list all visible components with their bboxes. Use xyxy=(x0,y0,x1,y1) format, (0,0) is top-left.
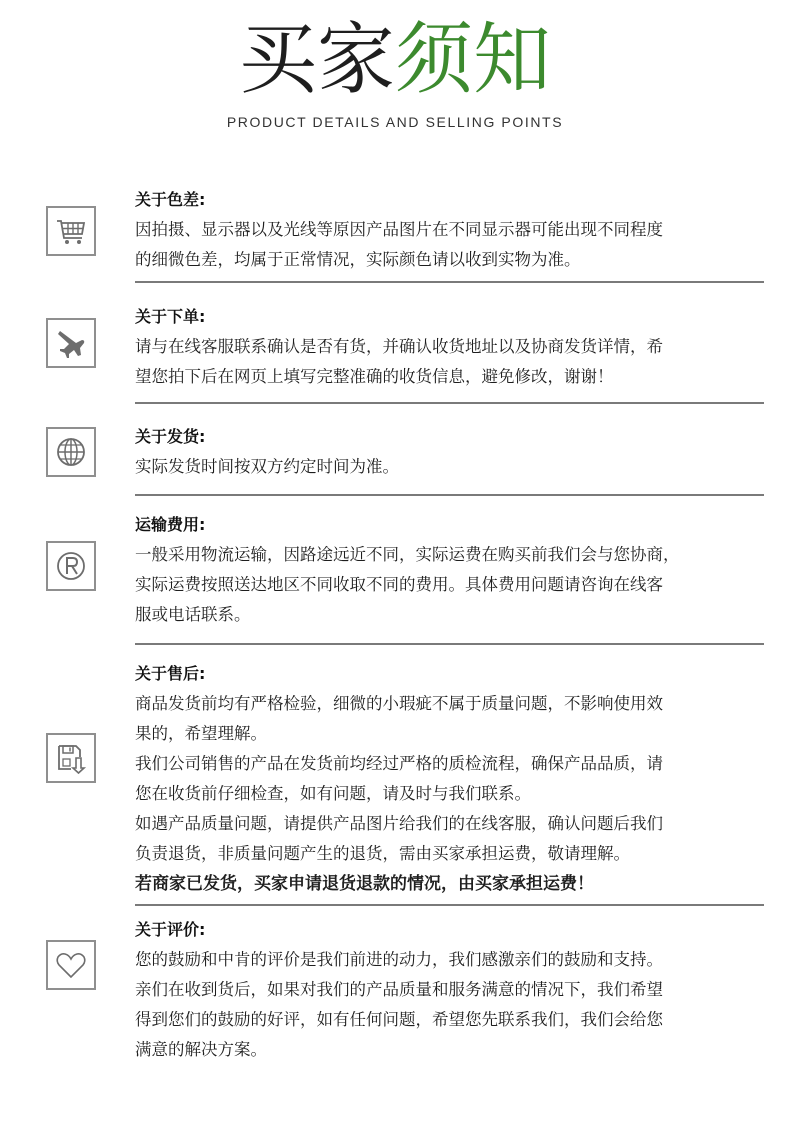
section-review xyxy=(135,915,755,1065)
section-line: 因拍摄、显示器以及光线等原因产品图片在不同显示器可能出现不同程度 xyxy=(135,220,663,239)
section-color xyxy=(135,185,755,275)
section-color-icon-box xyxy=(46,206,96,256)
section-title: 关于售后: xyxy=(135,664,206,683)
page-subtitle: PRODUCT DETAILS AND SELLING POINTS xyxy=(226,114,564,130)
section-line: 满意的解决方案。 xyxy=(135,1040,267,1059)
section-line: 得到您们的鼓励的好评，如有任何问题，希望您先联系我们，我们会给您 xyxy=(135,1010,663,1029)
globe-icon xyxy=(54,435,88,469)
section-line: 果的，希望理解。 xyxy=(135,724,267,743)
section-title: 运输费用: xyxy=(135,515,206,534)
section-divider xyxy=(135,904,764,906)
title-part-green: 须知 xyxy=(395,15,552,105)
section-aftersale-icon-box xyxy=(46,733,96,783)
section-shipping xyxy=(135,422,755,482)
save-download-icon xyxy=(54,741,88,775)
section-shipping-icon-box xyxy=(46,427,96,477)
section-line: 望您拍下后在网页上填写完整准确的收货信息，避免修改，谢谢！ xyxy=(135,367,614,386)
section-line: 亲们在收到货后，如果对我们的产品质量和服务满意的情况下，我们希望 xyxy=(135,980,663,999)
shopping-cart-icon xyxy=(54,214,88,248)
section-divider xyxy=(135,494,764,496)
registered-icon xyxy=(54,549,88,583)
page-title xyxy=(0,12,790,108)
section-order-icon-box xyxy=(46,318,96,368)
title-part-dark: 买家 xyxy=(238,15,395,105)
section-line: 商品发货前均有严格检验，细微的小瑕疵不属于质量问题，不影响使用效 xyxy=(135,694,663,713)
section-divider xyxy=(135,281,764,283)
heart-icon xyxy=(54,948,88,982)
section-title: 关于色差: xyxy=(135,190,206,209)
page-header xyxy=(0,0,790,150)
section-line: 您的鼓励和中肯的评价是我们前进的动力，我们感激亲们的鼓励和支持。 xyxy=(135,950,663,969)
section-line: 服或电话联系。 xyxy=(135,605,251,624)
section-review-icon-box xyxy=(46,940,96,990)
section-title: 关于评价: xyxy=(135,920,206,939)
section-divider xyxy=(135,643,764,645)
section-divider xyxy=(135,402,764,404)
section-line: 请与在线客服联系确认是否有货，并确认收货地址以及协商发货详情，希 xyxy=(135,337,663,356)
section-order xyxy=(135,302,755,392)
section-line: 负责退货，非质量问题产生的退货，需由买家承担运费，敬请理解。 xyxy=(135,844,630,863)
section-line: 实际运费按照送达地区不同收取不同的费用。具体费用问题请咨询在线客 xyxy=(135,575,663,594)
section-emphasis: 若商家已发货，买家申请退货退款的情况，由买家承担运费！ xyxy=(135,874,594,894)
section-line: 您在收货前仔细检查，如有问题，请及时与我们联系。 xyxy=(135,784,531,803)
section-freight-icon-box xyxy=(46,541,96,591)
section-freight xyxy=(135,510,755,630)
section-line: 我们公司销售的产品在发货前均经过严格的质检流程，确保产品品质，请 xyxy=(135,754,663,773)
airplane-icon xyxy=(54,326,88,360)
section-aftersale xyxy=(135,659,755,899)
section-line: 的细微色差，均属于正常情况，实际颜色请以收到实物为准。 xyxy=(135,250,581,269)
section-line: 实际发货时间按双方约定时间为准。 xyxy=(135,457,399,476)
section-line: 如遇产品质量问题，请提供产品图片给我们的在线客服，确认问题后我们 xyxy=(135,814,663,833)
section-title: 关于下单: xyxy=(135,307,206,326)
section-line: 一般采用物流运输，因路途远近不同，实际运费在购买前我们会与您协商， xyxy=(135,545,680,564)
section-title: 关于发货: xyxy=(135,427,206,446)
